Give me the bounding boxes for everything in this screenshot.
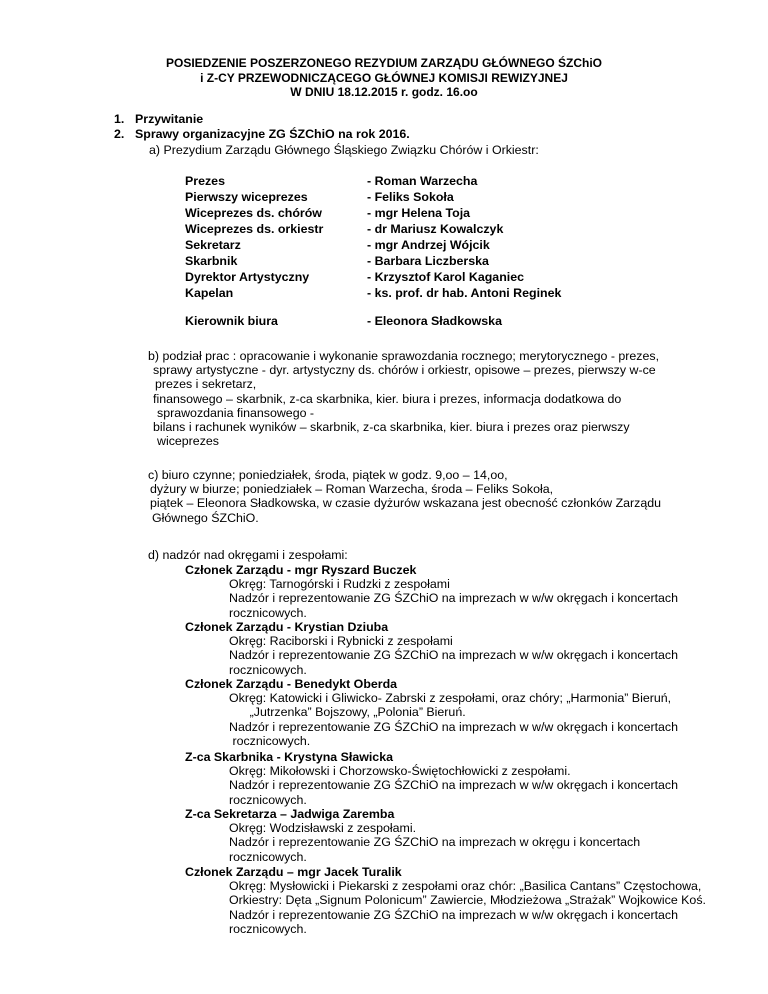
role-label: Wiceprezes ds. orkiestr	[185, 222, 324, 236]
supervisor-title: Członek Zarządu - Krystian Dziuba	[185, 620, 389, 634]
supervisor-line: rocznicowych.	[229, 921, 307, 936]
header-line-2: i Z-CY PRZEWODNICZĄCEGO GŁÓWNEJ KOMISJI REWIZYJNEJ	[200, 70, 568, 85]
supervisor-line: Okręg: Mysłowicki i Piekarski z zespołami oraz chór: „Basilica Cantans” Częstochowa,	[229, 879, 702, 894]
person-name: - Barbara Liczberska	[367, 254, 489, 268]
supervisor-title: Z-ca Skarbnika - Krystyna Sławicka	[185, 750, 393, 764]
document-header	[0, 56, 768, 100]
section-a-label: a) Prezydium Zarządu Głównego Śląskiego Związku Chórów i Orkiestr:	[149, 143, 539, 157]
agenda-number-1: 1.	[114, 112, 125, 126]
supervisor-line: Orkiestry: Dęta „Signum Polonicum” Zawiercie, Młodzieżowa „Strażak” Wojkowice Koś.	[229, 893, 706, 908]
person-name: - mgr Helena Toja	[367, 206, 471, 220]
supervisor-block	[185, 563, 678, 620]
section-c-line: piątek – Eleonora Sładkowska, w czasie dyżurów wskazana jest obecność członków Zarządu	[150, 496, 662, 511]
person-name: - Feliks Sokoła	[367, 190, 454, 204]
person-name: - mgr Andrzej Wójcik	[367, 238, 490, 252]
header-line-3: W DNIU 18.12.2015 r. godz. 16.oo	[290, 85, 478, 99]
supervisor-line: Nadzór i reprezentowanie ZG ŚZChiO na imprezach w w/w okręgach i koncertach	[229, 719, 679, 734]
supervisor-line: rocznicowych.	[229, 792, 307, 807]
section-b-line: finansowego – skarbnik, z-ca skarbnika, kier. biura i prezes, informacja dodatkowa do	[153, 391, 622, 406]
supervisor-line: rocznicowych.	[229, 733, 311, 748]
supervisor-block	[185, 807, 640, 864]
supervisor-line: rocznicowych.	[229, 605, 307, 620]
section-b-line: wiceprezes	[157, 434, 219, 449]
section-b	[0, 349, 659, 448]
person-name: - dr Mariusz Kowalczyk	[367, 222, 504, 236]
supervisor-line: „Jutrzenka” Bojszowy, „Polonia” Bieruń.	[229, 705, 466, 720]
office-head-role: Kierownik biura	[185, 314, 278, 328]
supervisor-line: Nadzór i reprezentowanie ZG ŚZChiO na imprezach w w/w okręgach i koncertach	[229, 591, 679, 606]
supervisor-line: Okręg: Wodzisławski z zespołami.	[229, 821, 417, 836]
agenda-item-2: Sprawy organizacyjne ZG ŚZChiO na rok 2016.	[135, 127, 410, 141]
role-label: Kapelan	[185, 286, 234, 300]
section-c-line: dyżury w biurze; poniedziałek – Roman Warzecha, środa – Feliks Sokoła,	[150, 482, 554, 497]
supervisor-title: Członek Zarządu – mgr Jacek Turalik	[185, 865, 402, 879]
section-b-line: bilans i rachunek wyników – skarbnik, z-ca skarbnika, kier. biura i prezes oraz pierwszy	[153, 419, 630, 434]
supervisor-block	[185, 677, 678, 748]
section-d-label: d) nadzór nad okręgami i zespołami:	[148, 548, 348, 562]
section-c-line: c) biuro czynne; poniedziałek, środa, piątek w godz. 9,oo – 14,oo,	[148, 468, 508, 482]
person-name: - Roman Warzecha	[367, 174, 478, 188]
role-label: Dyrektor Artystyczny	[185, 270, 310, 284]
role-label: Prezes	[185, 174, 225, 188]
supervisor-title: Członek Zarządu - mgr Ryszard Buczek	[185, 563, 417, 577]
supervisor-line: Nadzór i reprezentowanie ZG ŚZChiO na imprezach w w/w okręgach i koncertach	[229, 907, 679, 922]
supervisor-block	[185, 750, 678, 807]
person-name: - ks. prof. dr hab. Antoni Reginek	[367, 286, 562, 300]
section-c-line: Głównego ŚZChiO.	[152, 510, 259, 525]
supervisor-line: Nadzór i reprezentowanie ZG ŚZChiO na imprezach w w/w okręgach i koncertach	[229, 648, 679, 663]
supervisor-line: Okręg: Raciborski i Rybnicki z zespołami	[229, 634, 453, 649]
supervisor-title: Z-ca Sekretarza – Jadwiga Zaremba	[185, 807, 395, 821]
agenda-item-1: Przywitanie	[135, 112, 204, 126]
section-b-line: sprawozdania finansowego -	[157, 405, 315, 420]
supervisor-title: Członek Zarządu - Benedykt Oberda	[185, 677, 398, 691]
supervisor-line: Okręg: Tarnogórski i Rudzki z zespołami	[229, 577, 450, 592]
role-label: Skarbnik	[185, 254, 238, 268]
supervisor-line: Nadzór i reprezentowanie ZG ŚZChiO na imprezach w okręgu i koncertach	[229, 835, 641, 850]
section-b-line: prezes i sekretarz,	[155, 377, 257, 392]
agenda-number-2: 2.	[114, 127, 125, 141]
supervisor-line: Okręg: Katowicki i Gliwicko- Zabrski z zespołami, oraz chóry; „Harmonia” Bieruń,	[229, 691, 672, 706]
supervisor-line: Nadzór i reprezentowanie ZG ŚZChiO na imprezach w w/w okręgach i koncertach	[229, 778, 679, 793]
role-label: Sekretarz	[185, 238, 241, 252]
office-head-person: - Eleonora Sładkowska	[367, 314, 502, 328]
supervisor-line: Okręg: Mikołowski i Chorzowsko-Świętochłowicki z zespołami.	[229, 764, 571, 779]
role-label: Wiceprezes ds. chórów	[185, 206, 322, 220]
supervisor-line: rocznicowych.	[229, 849, 307, 864]
section-b-line: sprawy artystyczne - dyr. artystyczny ds. chórów i orkiestr, opisowe – prezes, pierwszy w-ce	[153, 363, 656, 378]
header-line-1: POSIEDZENIE POSZERZONEGO REZYDIUM ZARZĄDU GŁÓWNEGO ŚZChiO	[165, 56, 602, 70]
section-b-line: b) podział prac : opracowanie i wykonanie sprawozdania rocznego; merytorycznego - prezes,	[148, 349, 660, 363]
person-name: - Krzysztof Karol Kaganiec	[367, 270, 524, 284]
supervisor-line: rocznicowych.	[229, 662, 307, 677]
supervisor-block	[185, 620, 678, 677]
role-label: Pierwszy wiceprezes	[185, 190, 308, 204]
section-c	[0, 468, 661, 525]
supervisor-block	[185, 865, 706, 936]
